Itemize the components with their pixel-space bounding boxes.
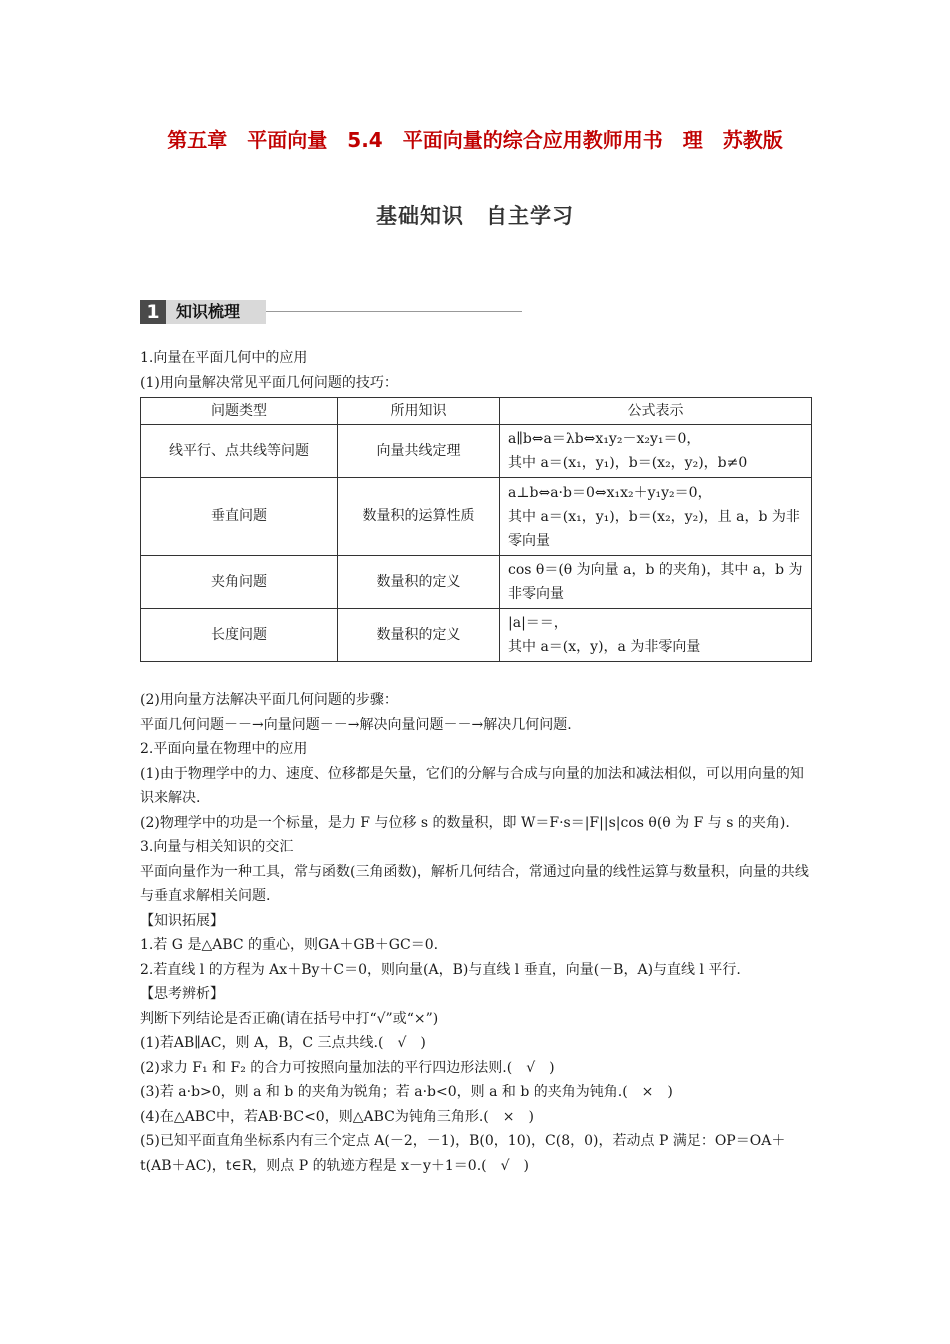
table-cell-knowledge: 数量积的定义 [338, 556, 500, 609]
question-item: (5)已知平面直角坐标系内有三个定点 A(－2，－1)，B(0，10)，C(8，0)，若动点 P 满足：OP＝OA＋t(AB＋AC)，t∈R，则点 P 的轨迹方程是 x－y＋1＝0.( √ ) [140, 1133, 786, 1174]
formula-line: 其中 a＝(x₁，y₁)，b＝(x₂，y₂)，且 a，b 为非零向量 [508, 508, 800, 549]
formula-line: 其中 a＝(x₁，y₁)，b＝(x₂，y₂)，b≠0 [508, 455, 748, 471]
table-header: 问题类型 [141, 398, 338, 425]
table-cell-knowledge: 向量共线定理 [338, 425, 500, 478]
table-cell-type: 长度问题 [141, 609, 338, 662]
table-header: 所用知识 [338, 398, 500, 425]
extension-item: 2.若直线 l 的方程为 Ax＋By＋C＝0，则向量(A，B)与直线 l 垂直，向量(－B，A)与直线 l 平行. [140, 961, 741, 978]
thinking-heading: 【思考辨析】 [140, 986, 224, 1002]
main-content [140, 346, 812, 1178]
question-item: (3)若 a·b>0，则 a 和 b 的夹角为锐角；若 a·b<0，则 a 和 b 的夹角为钝角.( × ) [140, 1084, 673, 1100]
table-header: 公式表示 [500, 398, 812, 425]
section-label: 知识梳理 [176, 302, 241, 321]
table-row [141, 609, 812, 662]
heading-2: 2.平面向量在物理中的应用 [140, 741, 308, 757]
document-title: 第五章 平面向量 5.4 平面向量的综合应用教师用书 理 苏教版 [167, 128, 783, 152]
knowledge-table [140, 397, 812, 662]
formula-line: 其中 a＝(x，y)，a 为非零向量 [508, 639, 701, 655]
paragraph-2-2: (2)物理学中的功是一个标量，是力 F 与位移 s 的数量积，即 W＝F·s＝|F||s|cos θ(θ 为 F 与 s 的夹角). [140, 814, 790, 831]
table-cell-knowledge: 数量积的运算性质 [338, 478, 500, 556]
formula-line: cos θ＝(θ 为向量 a，b 的夹角)，其中 a，b 为非零向量 [508, 562, 803, 602]
section-subtitle: 基础知识 自主学习 [376, 204, 574, 228]
table-cell-knowledge: 数量积的定义 [338, 609, 500, 662]
steps-line: 平面几何问题－－→向量问题－－→解决向量问题－－→解决几何问题. [140, 716, 572, 733]
heading-1: 1.向量在平面几何中的应用 [140, 350, 308, 366]
table-cell-formula [500, 556, 812, 609]
table-cell-formula [500, 425, 812, 478]
formula-line: a∥b⇔a＝λb⇔x₁y₂－x₂y₁＝0， [508, 431, 701, 447]
table-row [141, 556, 812, 609]
thinking-intro: 判断下列结论是否正确(请在括号中打“√”或“×”) [140, 1010, 439, 1027]
table-cell-type: 垂直问题 [141, 478, 338, 556]
formula-line: a⊥b⇔a·b＝0⇔x₁x₂＋y₁y₂＝0， [508, 484, 712, 501]
extension-heading: 【知识拓展】 [140, 912, 224, 929]
table-row [141, 478, 812, 556]
paragraph-1-1: (1)用向量解决常见平面几何问题的技巧： [140, 374, 398, 391]
table-row [141, 425, 812, 478]
paragraph-3-1: 平面向量作为一种工具，常与函数(三角函数)，解析几何结合，常通过向量的线性运算与数量积，向量的共线与垂直求解相关问题. [140, 863, 809, 904]
paragraph-2-1: (1)由于物理学中的力、速度、位移都是矢量，它们的分解与合成与向量的加法和减法相似，可以用向量的知识来解决. [140, 765, 804, 806]
extension-item: 1.若 G 是△ABC 的重心，则GA＋GB＋GC＝0. [140, 937, 439, 953]
heading-3: 3.向量与相关知识的交汇 [140, 839, 294, 855]
table-cell-formula [500, 478, 812, 556]
table-cell-formula [500, 609, 812, 662]
table-cell-type: 夹角问题 [141, 556, 338, 609]
section-rule [266, 311, 522, 312]
section-header [140, 300, 522, 324]
paragraph-1-2: (2)用向量方法解决平面几何问题的步骤： [140, 692, 398, 708]
section-number: 1 [140, 300, 166, 324]
table-header-row [141, 398, 812, 425]
question-item: (1)若AB∥AC，则 A，B，C 三点共线.( √ ) [140, 1035, 426, 1051]
question-item: (4)在△ABC中，若AB·BC<0，则△ABC为钝角三角形.( × ) [140, 1108, 534, 1125]
formula-line: |a|＝＝， [508, 615, 568, 631]
question-item: (2)求力 F₁ 和 F₂ 的合力可按照向量加法的平行四边形法则.( √ ) [140, 1059, 555, 1076]
table-cell-type: 线平行、点共线等问题 [141, 425, 338, 478]
